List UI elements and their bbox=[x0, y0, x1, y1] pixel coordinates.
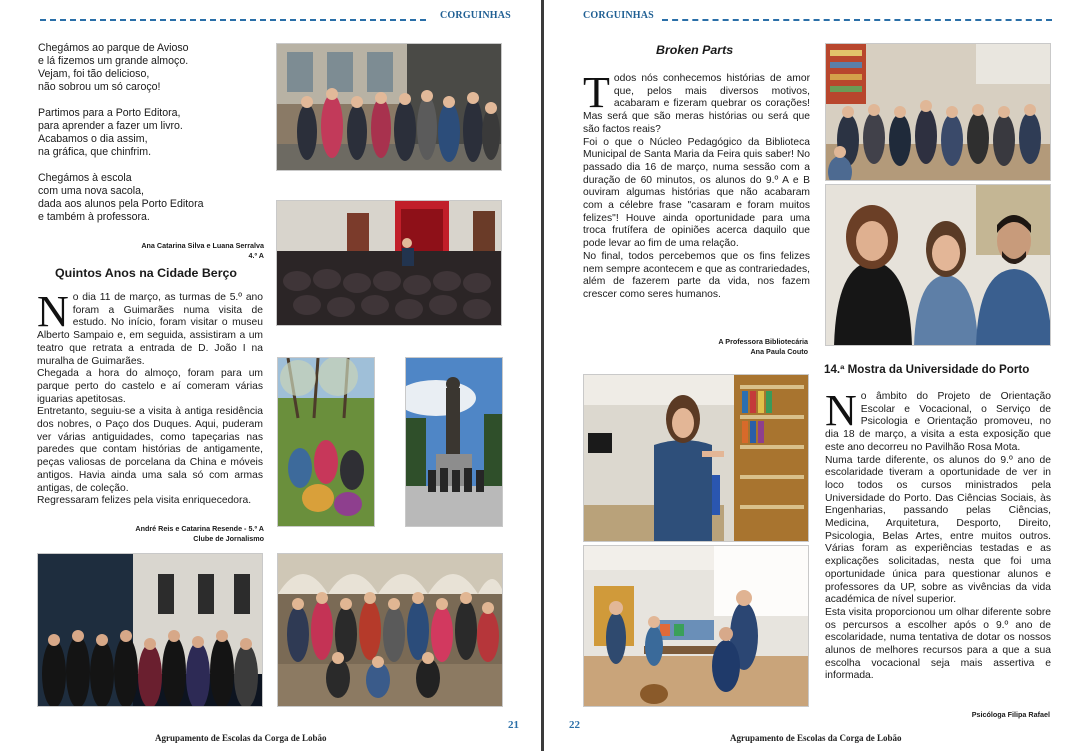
poem-credit-class: 4.º A bbox=[248, 251, 264, 260]
article-title-quintos-anos: Quintos Anos na Cidade Berço bbox=[55, 266, 237, 280]
article-credit bbox=[90, 524, 264, 544]
article-paragraph: o âmbito do Projeto de Orientação Escolar e Vocacional, o Serviço de Psicologia e Orientação promoveu, no dia 18 de março, a visita a esta exposição que este ano decorreu no Pavilhão Rosa Mota. bbox=[825, 391, 1051, 453]
photo-students-activity bbox=[583, 545, 809, 707]
page-number: 22 bbox=[569, 719, 580, 731]
article-paragraph: No final, todos percebemos que os fins felizes nem sempre acontecem e que as contrariedades, além de fazerem parte da vida, nos fazem crescer como seres humanos. bbox=[583, 250, 810, 300]
poem-credit-names: Ana Catarina Silva e Luana Serralva bbox=[141, 241, 264, 250]
photo-theatre-audience bbox=[276, 200, 502, 326]
article-paragraph: Esta visita proporcionou um olhar diferente sobre os percursos a escolher após o 9.º ano de escolaridade, numa tentativa de dotar os nossos alunos de melhores recursos para a que a sua escolha vocacional seja mais assertiva e informada. bbox=[825, 606, 1051, 682]
photo-park-picnic bbox=[277, 357, 375, 527]
header-dashed-rule bbox=[662, 19, 1052, 21]
article-paragraph: Chegada a hora do almoço, foram para um parque perto do castelo e aí comeram várias iguarias apetitosas. bbox=[37, 368, 263, 405]
article-paragraph: o dia 11 de março, as turmas de 5.º ano foram a Guimarães numa visita de estudo. No início, foram visitar o museu Alberto Sampaio e, em seguida, assistiram a um teatro que retrata a entrada de D. João I na muralha de Guimarães. bbox=[37, 292, 263, 367]
page-footer: Agrupamento de Escolas da Corga de Lobão bbox=[730, 733, 902, 743]
photo-library-session bbox=[825, 43, 1051, 181]
poem-text: Chegámos ao parque de Avioso e lá fizemos um grande almoço. Vejam, foi tão delicioso, não sobrou um só caroço! Partimos para a Porto Editora, para aprender a fazer um livro. Acabamos o dia assim, na gráfica, que chinfrim. Chegámos à escola com uma nova sacola, dada aos alunos pela Porto Editora e também à professora. bbox=[38, 42, 204, 223]
dropcap-letter: N bbox=[37, 287, 69, 336]
article-paragraph: Numa tarde diferente, os alunos do 9.º ano de escolaridade tiveram a oportunidade de ver in loco todos os cursos ministrados pela Universidade do Porto. Das Ciências Sociais, às Engenharias, passando pelas Ciências, Medicina, Arquitetura, Desporto, Direito, Psicologia, Belas Artes, entre muitos outros. Várias foram as experiências testadas e as explicações solicitadas, nesta que foi uma oportunidade única para questionar alunos e professores da UP, sobre as vivências da vida académica de nível superior. bbox=[825, 454, 1051, 606]
photo-woman-speaking bbox=[583, 374, 809, 542]
photo-three-portrait bbox=[825, 184, 1051, 346]
dropcap-letter: N bbox=[825, 386, 857, 435]
photo-group-street bbox=[37, 553, 263, 707]
article-credit-names: André Reis e Catarina Resende - 5.º A bbox=[135, 524, 264, 533]
photo-statue-group bbox=[405, 357, 503, 527]
poem-credit bbox=[90, 241, 264, 261]
article-body-mostra-up bbox=[825, 386, 1051, 683]
article-credit-role: Clube de Jornalismo bbox=[193, 534, 264, 543]
photo-students-park bbox=[276, 43, 502, 171]
photo-courtyard-group bbox=[277, 553, 503, 707]
dropcap-letter: T bbox=[583, 68, 610, 117]
header-dashed-rule bbox=[40, 19, 426, 21]
article-credit-role: A Professora Bibliotecária bbox=[718, 337, 808, 346]
article-body-quintos-anos bbox=[37, 287, 263, 508]
header-title: CORGUINHAS bbox=[583, 10, 654, 21]
article-credit-name: Ana Paula Couto bbox=[750, 347, 808, 356]
page-left bbox=[0, 0, 541, 751]
article-paragraph: odos nós conhecemos histórias de amor que, pelos mais diversos motivos, acabaram e fizeram quebrar os corações! Mas será que são meras histórias ou será que são factos reais? bbox=[583, 73, 810, 135]
article-paragraph: Entretanto, seguiu-se a visita à antiga residência dos nobres, o Paço dos Duques. Aqui, puderam ver várias antiguidades, como tapeçarias nas paredes que contam histórias de antigamente, peças valiosas de porcelana da China e móveis antigos. Havia ainda uma sala só com armas antigas, de coleção. bbox=[37, 406, 263, 494]
article-title-mostra-up: 14.ª Mostra da Universidade do Porto bbox=[824, 363, 1030, 376]
article-credit bbox=[634, 337, 808, 357]
page-number: 21 bbox=[508, 719, 519, 731]
article-title-broken-parts: Broken Parts bbox=[656, 43, 734, 57]
article-paragraph: Regressaram felizes pela visita enriquecedora. bbox=[37, 495, 252, 507]
header-title: CORGUINHAS bbox=[440, 10, 511, 21]
page-footer: Agrupamento de Escolas da Corga de Lobão bbox=[155, 733, 327, 743]
article-paragraph: Foi o que o Núcleo Pedagógico da Biblioteca Municipal de Santa Maria da Feira quis saber! No passado dia 16 de março, numa sessão com a duração de 60 minutos, os alunos do 9.º A e B ouviram algumas histórias que não acabaram com a célebre frase "casaram e foram muitos felizes"! Houve ainda oportunidade para uma troca frutífera de opiniões acerca daquilo que pode levar ao fim de uma relação. bbox=[583, 136, 810, 250]
page-right bbox=[544, 0, 1083, 751]
article-credit: Psicóloga Filipa Rafael bbox=[971, 710, 1050, 719]
article-body-broken-parts bbox=[583, 68, 810, 302]
